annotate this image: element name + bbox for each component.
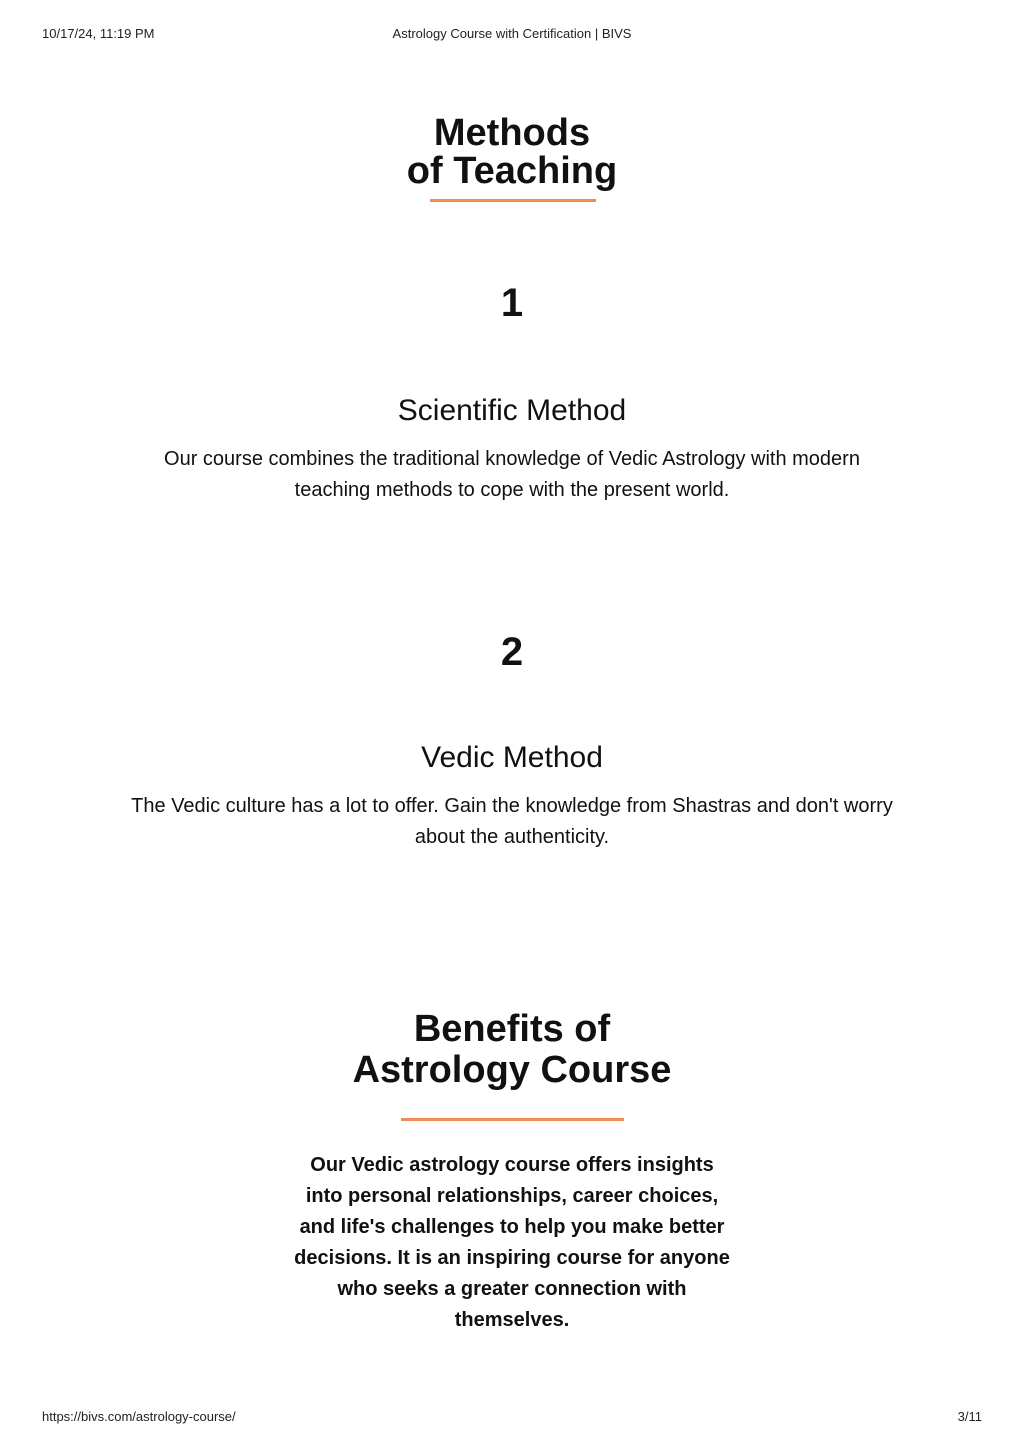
method-heading-2: Vedic Method bbox=[421, 741, 603, 774]
benefits-text-line3: and life's challenges to help you make better bbox=[299, 1216, 725, 1238]
method-desc-1-line1: Our course combines the traditional knowledge of Vedic Astrology with modern bbox=[164, 448, 860, 470]
benefits-text-line4: decisions. It is an inspiring course for anyone bbox=[294, 1247, 730, 1269]
method-number-1: 1 bbox=[500, 281, 524, 325]
benefits-title-underline bbox=[401, 1118, 624, 1121]
print-header bbox=[0, 26, 1024, 44]
benefits-title-line1: Benefits of bbox=[413, 1008, 611, 1050]
benefits-text-line5: who seeks a greater connection with bbox=[337, 1278, 687, 1300]
print-page-number: 3/11 bbox=[957, 1409, 982, 1424]
benefits-title-line2: Astrology Course bbox=[352, 1049, 672, 1091]
method-desc-2-line1: The Vedic culture has a lot to offer. Gain the knowledge from Shastras and don't worry bbox=[131, 795, 893, 817]
methods-title-line2: of Teaching bbox=[406, 150, 618, 192]
benefits-text-line2: into personal relationships, career choices, bbox=[305, 1185, 719, 1207]
benefits-text-line6: themselves. bbox=[454, 1309, 570, 1331]
method-number-2: 2 bbox=[500, 630, 524, 674]
methods-title-underline bbox=[430, 199, 596, 202]
print-page-title: Astrology Course with Certification | BIVS bbox=[392, 26, 632, 41]
method-desc-1-line2: teaching methods to cope with the present world. bbox=[294, 479, 730, 501]
benefits-text-line1: Our Vedic astrology course offers insights bbox=[310, 1154, 714, 1176]
print-footer bbox=[0, 1409, 1024, 1427]
method-heading-1: Scientific Method bbox=[397, 394, 627, 427]
print-datetime: 10/17/24, 11:19 PM bbox=[42, 26, 155, 41]
print-url: https://bivs.com/astrology-course/ bbox=[42, 1409, 236, 1424]
methods-title-line1: Methods bbox=[433, 112, 591, 154]
method-desc-2-line2: about the authenticity. bbox=[414, 826, 610, 848]
